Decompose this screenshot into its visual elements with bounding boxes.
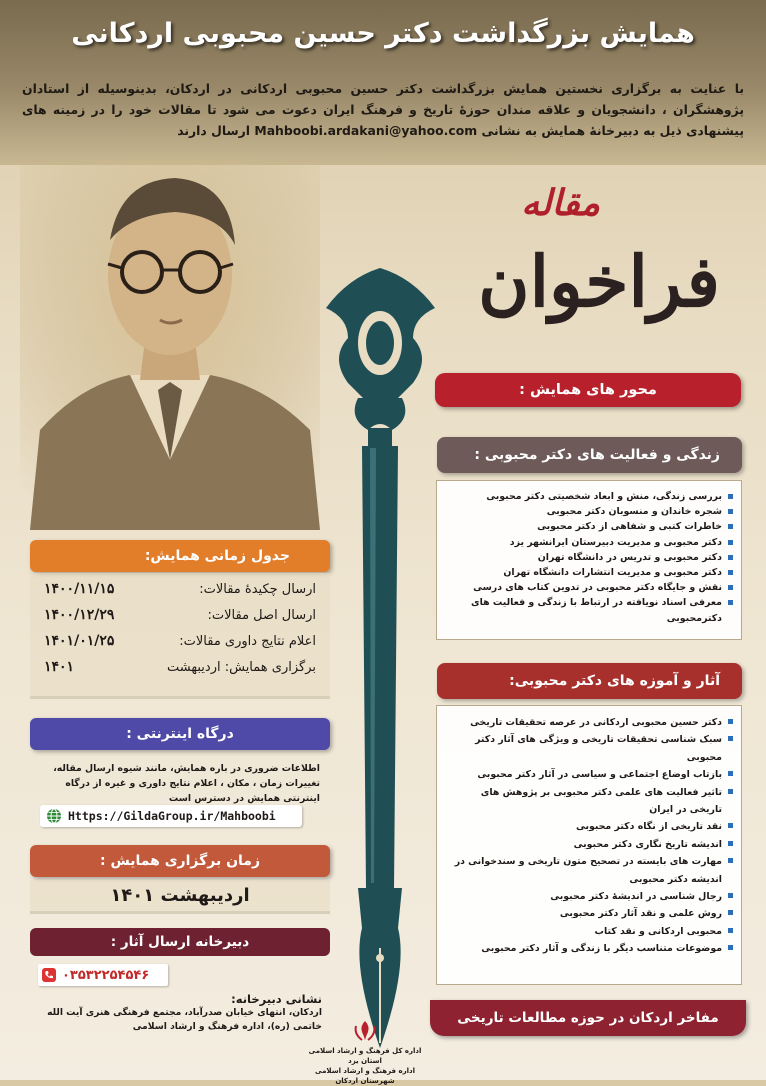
call-word: فراخوان [478, 240, 720, 323]
list-item: دکتر محبوبی و تدریس در دانشگاه تهران [447, 550, 733, 565]
list-item: بازتاب اوضاع اجتماعی و سیاسی در آثار دکتر محبوبی [447, 766, 733, 783]
list-item: مهارت های بایسته در تصحیح متون تاریخی و سندخوانی در اندیشه دکتر محبوبی [447, 853, 733, 888]
event-date-title: زمان برگزاری همایش : [30, 845, 330, 877]
org-line-1: اداره کل فرهنگ و ارشاد اسلامی استان یزد [308, 1047, 422, 1065]
schedule-title: جدول زمانی همایش: [30, 540, 330, 572]
call-for-papers-calligraphy [460, 180, 750, 370]
list-item: دکتر محبوبی و مدیریت انتشارات دانشگاه تهران [447, 565, 733, 580]
org-line-2: اداره فرهنگ و ارشاد اسلامی شهرستان اردکان [314, 1067, 416, 1085]
footer-banner: مفاخر اردکان در حوزه مطالعات تاریخی [430, 1000, 746, 1036]
phone-box[interactable] [38, 964, 168, 986]
list-item: خاطرات کتبی و شفاهی از دکتر محبوبی [447, 519, 733, 534]
schedule-date: ۱۴۰۱ [44, 659, 75, 675]
works-section-title: آثار و آموزه های دکتر محبوبی: [437, 663, 742, 699]
schedule-date: ۱۴۰۰/۱۲/۲۹ [44, 607, 115, 623]
portal-url-box[interactable] [40, 805, 302, 827]
portal-description: اطلاعات ضروری در باره همایش، مانند شیوه ارسال مقاله، تغییرات زمان ، مکان ، اعلام نتایج داوری و غیره از درگاه اینترنتی همایش در دسترس است [53, 763, 320, 804]
page-title: همایش بزرگداشت دکتر حسین محبوبی اردکانی [71, 18, 695, 49]
schedule-row [44, 581, 316, 607]
list-item: محبوبی اردکانی و نقد کتاب [447, 923, 733, 940]
life-topics-box [436, 480, 742, 640]
list-item: تاثیر فعالیت های علمی دکتر محبوبی بر پژوهش های تاریخی در ایران [447, 784, 733, 819]
list-item: دکتر محبوبی و مدیریت دبیرستان ایرانشهر یزد [447, 535, 733, 550]
list-item: بررسی زندگی، منش و ابعاد شخصیتی دکتر محبوبی [447, 489, 733, 504]
schedule-label: برگزاری همایش: اردیبهشت [167, 660, 316, 675]
life-section-title: زندگی و فعالیت های دکتر محبوبی : [437, 437, 742, 473]
phone-number[interactable]: ۰۳۵۳۲۲۵۴۵۴۶ [62, 967, 150, 983]
schedule-label: ارسال چکیدهٔ مقالات: [199, 582, 316, 597]
list-item: شجره خاندان و منسوبان دکتر محبوبی [447, 504, 733, 519]
schedule-date: ۱۴۰۰/۱۱/۱۵ [44, 581, 115, 597]
emblem-icon [352, 1020, 378, 1042]
portrait-photo [20, 160, 320, 530]
schedule-row [44, 607, 316, 633]
list-item: موضوعات متناسب دیگر با زندگی و آثار دکتر محبوبی [447, 940, 733, 957]
event-date-value: اردیبهشت ۱۴۰۱ [30, 880, 330, 914]
organization-logo [300, 1020, 430, 1085]
axes-title: محور های همایش : [435, 373, 741, 407]
schedule-label: اعلام نتایج داوری مقالات: [179, 634, 316, 649]
works-topics-box [436, 705, 742, 985]
portal-url-link[interactable]: Https://GildaGroup.ir/Mahboobi [68, 809, 276, 823]
list-item: سبک شناسی تحقیقات تاریخی و ویژگی های آثار دکتر محبوبی [447, 731, 733, 766]
schedule-row [44, 633, 316, 659]
secretariat-title: دبیرخانه ارسال آثار : [30, 928, 330, 956]
portal-title: درگاه اینترنتی : [30, 718, 330, 750]
schedule-box [30, 573, 330, 699]
globe-icon [46, 808, 62, 824]
secretariat-box [30, 958, 330, 1030]
schedule-date: ۱۴۰۱/۰۱/۲۵ [44, 633, 115, 649]
schedule-row [44, 659, 316, 685]
list-item: نقش و جایگاه دکتر محبوبی در تدوین کتاب های درسی [447, 580, 733, 595]
address-text: اردکان، انتهای خیابان صدرآباد، مجتمع فرهنگی هنری آیت الله خاتمی (ره)، اداره فرهنگ و ارشاد اسلامی [47, 1007, 322, 1032]
list-item: اندیشه تاریخ نگاری دکتر محبوبی [447, 836, 733, 853]
list-item: دکتر حسین محبوبی اردکانی در عرصه تحقیقات تاریخی [447, 714, 733, 731]
phone-icon [42, 968, 56, 982]
list-item: معرفی اسناد نویافته در ارتباط با زندگی و فعالیت های دکترمحبوبی [447, 595, 733, 625]
article-word: مقاله [521, 182, 600, 224]
intro-text: با عنایت به برگزاری نخستین همایش بزرگداشت دکتر حسین محبوبی اردکانی در اردکان، بدینوسیله از استادان پژوهشگران ، دانشجویان و علاقه مندان حوزهٔ تاریخ و فرهنگ ایران دعوت می شود تا مقالات خود را در زمینه های پیشنهادی ذیل به دبیرخانهٔ همایش به نشانی Mahboobi.ardakani@yahoo.com ارسال دارند [22, 81, 744, 138]
portal-box [30, 753, 330, 835]
list-item: نقد تاریخی از نگاه دکتر محبوبی [447, 818, 733, 835]
list-item: رجال شناسی در اندیشهٔ دکتر محبوبی [447, 888, 733, 905]
schedule-label: ارسال اصل مقالات: [207, 608, 316, 623]
address-label: نشانی دبیرخانه: [231, 992, 322, 1006]
pen-illustration [318, 268, 443, 1048]
list-item: روش علمی و نقد آثار دکتر محبوبی [447, 905, 733, 922]
